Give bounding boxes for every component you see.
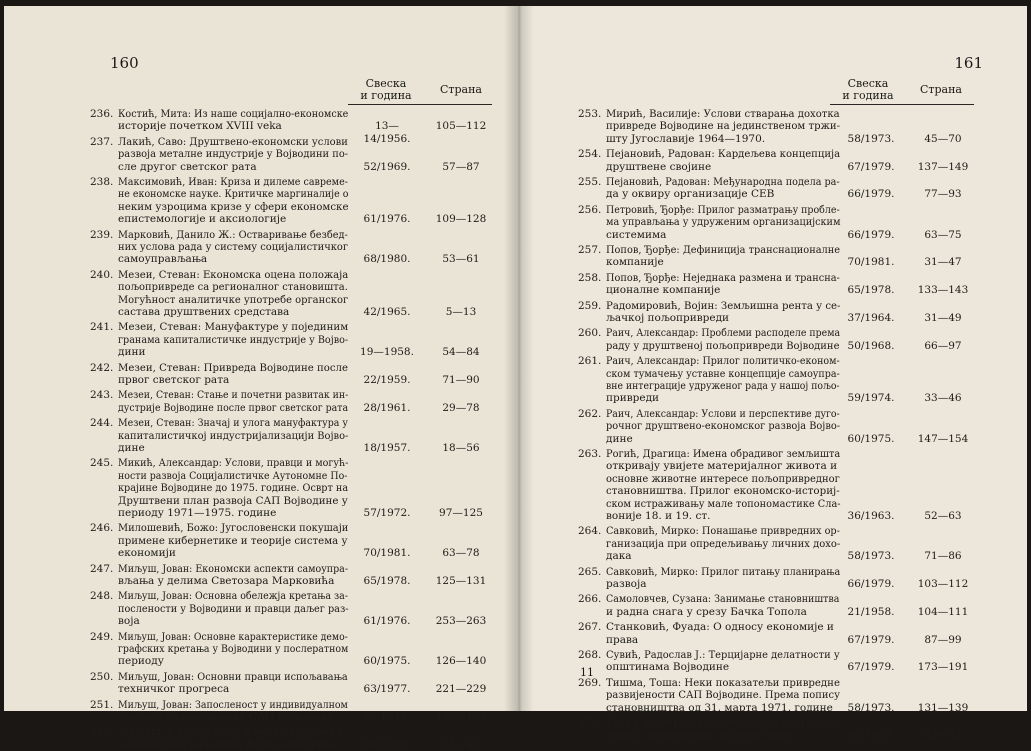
entry-volume-year: 60/1975. (363, 655, 411, 668)
entry-line: Миљуш, Јован: Основни правци испољавања (118, 670, 348, 683)
entry-pages: 31—49 (924, 311, 962, 324)
entry-pages: 125—131 (435, 574, 487, 587)
left-page (4, 6, 516, 751)
entry-line: системима (606, 228, 667, 241)
entry-line: друштвене својине (606, 160, 712, 173)
entry-line: послености у Војводини и правци даљег раз- (118, 602, 349, 615)
entry-volume-year: 68/1980. (847, 729, 895, 742)
entry-line: Костић, Мита: Из наше социјално-економске (118, 108, 349, 120)
entry-volume-year: 65/1978. (363, 574, 411, 587)
entry-text (606, 525, 840, 562)
footer-number: 11 (580, 666, 594, 679)
entry-number: 264. (578, 525, 602, 538)
entry-line: самоуправљања (118, 253, 208, 266)
entry-number: 253. (578, 108, 602, 120)
entry-line: них услова рада у систему социјалистичког (118, 241, 349, 253)
bibliography-entry (578, 525, 998, 562)
bibliography-entry (90, 136, 490, 173)
entry-line: првог светског рата (118, 374, 230, 386)
entry-volume-year: 13—14/1956. (363, 120, 411, 145)
header-godina-label: и година (360, 89, 412, 102)
entry-pages: 109—128 (435, 213, 487, 226)
entry-line: Попов, Ђорђе: Неједнака размена и трансна- (606, 271, 840, 284)
entry-number: 252. (90, 726, 114, 739)
entry-volume-year: 28/1961. (363, 401, 411, 414)
entry-volume-year: 18/1957. (363, 441, 411, 454)
entry-volume-year: 67/1979. (847, 661, 895, 674)
entry-line: епистемологије и аксиологије (118, 213, 287, 226)
entry-line: Микић, Александар: Услови, правци и могућ- (118, 457, 349, 470)
bibliography-entry (90, 590, 490, 627)
column-header-strana: Страна (920, 83, 962, 96)
entry-pages: 57—87 (442, 160, 480, 173)
entry-line: гранама капиталистичке индустрије у Војво- (118, 333, 349, 346)
entry-text (118, 699, 348, 724)
entry-line: привреде Војводине на јединственом тржи- (606, 120, 841, 133)
entry-volume-year: 66/1979. (363, 738, 411, 751)
bibliography-entry (90, 726, 490, 751)
entry-volume-year: 63/1977. (363, 683, 411, 696)
bibliography-entry (578, 566, 998, 591)
entry-text (118, 362, 348, 387)
entry-text (606, 408, 840, 445)
entry-line: Рогић, Драгица: Имена обрадивог земљишта (606, 448, 841, 460)
bibliography-entry (578, 272, 998, 297)
entry-text (118, 417, 348, 454)
entry-line: ганизација при опредељивању личних дохо- (606, 537, 841, 550)
entry-text (118, 136, 348, 173)
entry-line: Миљуш, Јован: Основна обележја кретања за- (118, 590, 348, 603)
entry-line: Савковић, Мирко: Понашање привредних ор- (606, 525, 840, 538)
entry-volume-year: 19—1958. (360, 346, 414, 359)
entry-line: Раич, Александар: Прилог политичко-економ- (606, 355, 840, 368)
entry-line: развијености САП Војводине. Према попису (606, 689, 840, 702)
entry-pages: 63—75 (924, 228, 962, 241)
entry-line: Мезеи, Стеван: Економска оцена положаја (118, 268, 349, 281)
entry-line: Марковић, Данило Ж.: Остваривање безбед- (118, 228, 348, 241)
entry-line: дине (118, 442, 145, 454)
entry-volume-year: 68/1980. (363, 253, 411, 266)
entry-line: основне животне интересе пољопривредног (606, 472, 840, 485)
entry-line: дака (606, 550, 632, 563)
entry-number: 268. (578, 649, 602, 661)
entry-number: 260. (578, 327, 602, 340)
entry-number: 243. (90, 389, 114, 402)
entry-number: 265. (578, 565, 602, 578)
entry-line: Мезеи, Стеван: Мануфактуре у појединим (118, 321, 349, 334)
entry-text (118, 321, 348, 358)
bibliography-entry (90, 457, 490, 519)
entry-text (606, 717, 840, 742)
bibliography-entry (90, 321, 490, 358)
entry-line: дустрије Војводине после првог светског рата (118, 401, 349, 414)
entry-line: рочног друштвено-економског развоја Војво- (606, 420, 841, 433)
entry-line: Мезеи, Стеван: Значај и улога мануфактура у (118, 417, 348, 430)
column-header-sveska (833, 78, 903, 102)
entry-number: 259. (578, 299, 602, 312)
entry-line: Тишма, Тоша: Неки показатељи привредне (606, 676, 840, 689)
entry-pages: 126—140 (435, 655, 487, 668)
entry-pages: 33—46 (924, 392, 962, 405)
entry-line: не економске науке. Критичке маргиналије о (118, 188, 349, 201)
entry-pages: 104—111 (917, 605, 969, 618)
entry-line: дини (118, 346, 146, 359)
entry-text (606, 327, 840, 352)
bibliography-entry (578, 148, 998, 173)
entry-pages: 52—63 (924, 510, 962, 522)
entry-number: 266. (578, 593, 602, 606)
entry-pages: 45—70 (924, 132, 962, 145)
entry-pages: 133—143 (917, 284, 969, 297)
entry-line: економији (118, 547, 176, 560)
entry-number: 263. (578, 448, 602, 460)
entry-volume-year: 60/1975. (847, 432, 895, 445)
entry-pages: 71—90 (442, 373, 480, 386)
bibliography-entry (90, 269, 490, 319)
entry-pages: 97—125 (439, 506, 483, 519)
entry-text (606, 108, 840, 145)
entry-line: Станковић, Фуада: О односу економије и (606, 621, 834, 634)
entry-volume-year: 58/1973. (847, 550, 895, 563)
header-sveska-label: Свеска (365, 77, 407, 90)
entry-line: неким узроцима кризе у сфери економске (118, 200, 349, 213)
entry-line: ма управљања у удруженим организацијским (606, 216, 841, 229)
entry-volume-year: 65/1978. (847, 284, 895, 297)
entry-line: Раич, Александар: Услови и перспективе дуго- (606, 407, 840, 420)
entry-number: 245. (90, 457, 114, 470)
bibliography-entry (578, 204, 998, 241)
bibliography-entry (578, 355, 998, 405)
bibliography-entry (578, 448, 998, 522)
entry-line: општинама Војводине (606, 661, 730, 674)
entry-volume-year: 66/1979. (847, 228, 895, 241)
entry-text (606, 272, 840, 297)
entry-text (606, 300, 840, 325)
entry-line: и радна снага у срезу Бачка Топола (606, 605, 807, 618)
column-header-sveska (351, 78, 421, 102)
entry-pages: 87—99 (924, 633, 962, 646)
entry-number: 238. (90, 176, 114, 188)
bibliography-entry (578, 176, 998, 201)
entry-number: 269. (578, 676, 602, 689)
entry-text (606, 649, 840, 674)
entry-line: економским радовима Бориса Кидрича (118, 738, 338, 751)
entry-text (118, 389, 348, 414)
entry-text (606, 621, 840, 646)
entry-line: капиталистичкој индустријализацији Војво- (118, 429, 349, 442)
bibliography-entry (90, 417, 490, 454)
entry-volume-year: 66/1979. (847, 188, 895, 201)
entry-line: права (606, 633, 639, 646)
bibliography-entry (578, 593, 998, 618)
entry-number: 241. (90, 321, 114, 334)
entry-line: Лакић, Саво: Друштвено-економски услови (118, 135, 348, 148)
entry-pages: 63—78 (442, 547, 480, 560)
entry-volume-year: 50/1968. (847, 339, 895, 352)
entry-volume-year: 59/1974. (847, 392, 895, 405)
entry-volume-year: 58/1973. (847, 132, 895, 145)
entry-number: 270. (578, 717, 602, 729)
entry-number: 239. (90, 228, 114, 241)
entry-line: техничког прогреса (118, 683, 230, 696)
entry-line: Петровић, Ђорђе: Прилог разматрању пробле- (606, 203, 840, 216)
entry-line: Миљуш, Јован: Економски аспекти самоупра- (118, 562, 349, 575)
entry-pages: 147—154 (917, 432, 969, 445)
entry-line: Мезеи, Стеван: Привреда Војводине после (118, 361, 348, 374)
entry-text (118, 671, 348, 696)
entry-line: Радомировић, Војин: Земљишна рента у се- (606, 299, 841, 312)
entry-pages: 221—229 (435, 683, 487, 696)
entry-line: привреди (606, 392, 660, 405)
entry-line: Могућност аналитичке употребе органског (118, 293, 349, 306)
right-page (516, 6, 1027, 742)
page-number: 161 (954, 54, 983, 72)
entry-volume-year: 52/1969. (363, 160, 411, 173)
entry-text (118, 631, 348, 668)
bibliography-entry (90, 522, 490, 559)
entry-line: рада у друштвеном делатностима (606, 729, 795, 742)
entry-pages: 5—13 (445, 305, 477, 318)
entry-line: Милошевић, Божо: Југословенски покушаји (118, 522, 349, 535)
entry-text (606, 355, 840, 405)
entry-text (606, 566, 840, 591)
entry-number: 240. (90, 268, 114, 281)
entry-pages: 31—47 (924, 256, 962, 269)
entry-text (118, 176, 348, 226)
bibliography-entry (578, 108, 998, 145)
entry-number: 246. (90, 522, 114, 535)
entry-number: 262. (578, 407, 602, 420)
entry-volume-year: 70/1981. (847, 256, 895, 269)
entry-line: дине (606, 432, 633, 445)
entry-number: 248. (90, 590, 114, 603)
entry-number: 258. (578, 271, 602, 284)
entry-text (606, 677, 840, 714)
entry-volume-year: 70/1981. (363, 547, 411, 560)
entry-number: 256. (578, 203, 602, 216)
header-rule (830, 104, 974, 105)
entry-line: да у оквиру организације СЕВ (606, 188, 775, 201)
page-number: 160 (110, 54, 139, 72)
entry-text (118, 457, 348, 519)
entry-text (606, 148, 840, 173)
entry-line: љачкој пољопривреди (606, 312, 730, 324)
entry-line: Тркља, Миливоје: Самоуправно организовање (606, 717, 840, 729)
entry-line: сле другог светског рата (118, 160, 257, 173)
entry-line: пољопривреде са регионалног становишта. (118, 281, 348, 294)
entry-line: примене кибернетике и теорије система у (118, 534, 348, 547)
bibliography-entry (578, 327, 998, 352)
entry-line: ском тумачењу уставне концепције самоупра- (606, 367, 840, 380)
entry-text (118, 108, 348, 133)
entry-pages: 66—97 (924, 339, 962, 352)
entry-line: ности развоја Социјалистичке Аутономне По- (118, 469, 348, 482)
entry-volume-year: 36/1963. (847, 510, 895, 522)
entry-line: развоја металне индустрије у Војводини по- (118, 148, 349, 161)
entry-line: Пејановић, Радован: Кардељева концепција (606, 148, 841, 161)
entry-text (606, 204, 840, 241)
entry-line: развоја (606, 578, 647, 590)
entry-pages: 137—149 (917, 160, 969, 173)
bibliography-entry (578, 677, 998, 714)
entry-text (118, 590, 348, 627)
entry-number: 236. (90, 108, 114, 120)
entry-line: Мезеи, Стеван: Стање и почетни развитак ин- (118, 389, 349, 402)
entry-line: ском истраживању мале топономастике Сла- (606, 497, 841, 510)
entry-line: Мирић, Василије: Услови стварања дохотка (606, 108, 840, 120)
bibliography-entry (578, 717, 998, 742)
bibliography-entry (578, 408, 998, 445)
entry-volume-year: 58/1973. (847, 701, 895, 714)
bibliography-entry (90, 631, 490, 668)
bibliography-entry (578, 244, 998, 269)
entry-line: сектору пољопривреде САП Војводине (118, 711, 334, 723)
entry-line: Миљуш, Јован: Запосленост у индивидуалном (118, 698, 348, 711)
entry-number: 261. (578, 355, 602, 368)
entry-number: 247. (90, 562, 114, 575)
entry-volume-year: 22/1959. (363, 373, 411, 386)
entry-pages: 35—43 (442, 738, 480, 751)
entry-pages: 77—93 (924, 188, 962, 201)
entry-text (606, 176, 840, 201)
entry-line: ционалне компаније (606, 284, 721, 297)
entry-pages: 105—112 (435, 120, 487, 133)
entry-line: компаније (606, 256, 664, 269)
bibliography-entry (90, 563, 490, 588)
entry-line: Самоловчев, Сузана: Занимање становништва (606, 593, 840, 606)
bibliography-entry (90, 362, 490, 387)
entry-volume-year: 61/1976. (363, 213, 411, 226)
entry-line: Друштвени план развоја САП Војводине у (118, 494, 348, 507)
entry-text (118, 726, 348, 751)
entry-line: воја (118, 615, 140, 628)
entry-number: 267. (578, 621, 602, 634)
entry-line: Раич, Александар: Проблеми расподеле према (606, 327, 841, 340)
entry-number: 237. (90, 135, 114, 148)
entry-volume-year: 37/1964. (847, 311, 895, 324)
entry-volume-year: 42/1965. (363, 305, 411, 318)
entry-text (606, 448, 840, 522)
entry-line: Пејановић, Радован: Међународна подела ра- (606, 176, 840, 188)
entry-line: шту Југославије 1964—1970. (606, 132, 766, 145)
bibliography-entry (90, 699, 490, 724)
entry-volume-year: 57/1972. (363, 506, 411, 519)
entry-text (118, 522, 348, 559)
entry-text (606, 244, 840, 269)
entry-line: Савковић, Мирко: Прилог питању планирања (606, 565, 841, 578)
entry-line: Миљуш, Јован: Основне карактеристике демо- (118, 630, 348, 643)
bibliography-entry (578, 621, 998, 646)
entry-line: крајине Војводине до 1975. године. Осврт на (118, 482, 349, 495)
header-sveska-label: Свеска (847, 77, 889, 90)
bibliography-entry (90, 176, 490, 226)
bibliography-entry (578, 649, 998, 674)
bibliography-entry (90, 229, 490, 266)
entry-pages: 29—78 (442, 401, 480, 414)
entry-line: вне интеграције удруженог рада у нашој пољо- (606, 380, 840, 392)
entry-text (118, 269, 348, 319)
entry-line: историје почетком XVIII veka (118, 120, 282, 133)
entry-volume-year: 67/1979. (847, 160, 895, 173)
entry-line: састава друштвених средстава (118, 306, 290, 319)
entry-pages: 53—61 (442, 253, 480, 266)
entry-pages: 253—263 (435, 615, 487, 628)
entry-number: 242. (90, 361, 114, 374)
entry-number: 254. (578, 148, 602, 161)
entry-line: Сувић, Радослав Ј.: Терцијарне делатности у (606, 649, 840, 661)
entry-volume-year: 62/1977. (363, 710, 411, 723)
entry-line: периоду (118, 655, 164, 668)
entry-pages: 54—84 (442, 346, 480, 359)
entry-volume-year: 67/1979. (847, 633, 895, 646)
entry-line: Максимовић, Иван: Криза и дилеме савреме- (118, 176, 348, 188)
header-rule (348, 104, 492, 105)
entry-line: Миљуш, Јован: Значај и место кадрова у (118, 726, 344, 739)
entry-line: воније 18. и 19. ст. (606, 510, 711, 523)
entry-pages: 187—197 (435, 710, 487, 723)
entry-text (118, 563, 348, 588)
entry-pages: 173—191 (917, 661, 969, 674)
header-godina-label: и година (842, 89, 894, 102)
entry-volume-year: 21/1958. (847, 605, 895, 618)
entry-pages: 131—139 (917, 701, 969, 714)
entry-number: 257. (578, 244, 602, 256)
book-spread (4, 6, 1027, 751)
entry-pages: 43—52 (924, 729, 962, 742)
column-header-strana: Страна (440, 83, 482, 96)
entry-number: 255. (578, 176, 602, 188)
entry-text (118, 229, 348, 266)
entry-pages: 18—56 (442, 441, 480, 454)
entry-volume-year: 66/1979. (847, 577, 895, 590)
entry-volume-year: 61/1976. (363, 615, 411, 628)
entry-line: Попов, Ђорђе: Дефиниција транснационалне (606, 244, 841, 256)
bibliography-entry (578, 300, 998, 325)
entry-number: 249. (90, 630, 114, 643)
entry-number: 251. (90, 698, 114, 711)
entry-line: графских кретања у Војводини у послератном (118, 643, 349, 655)
bibliography-entry (90, 389, 490, 414)
entry-number: 244. (90, 417, 114, 430)
entry-number: 250. (90, 670, 114, 683)
entry-text (606, 593, 840, 618)
entry-line: становништва. Прилог економско-историј- (606, 485, 840, 498)
entry-line: откривају увијете материјалног живота и (606, 460, 838, 473)
entry-line: становништва од 31. марта 1971. године (606, 701, 833, 714)
entry-pages: 71—86 (924, 550, 962, 563)
entry-pages: 103—112 (917, 577, 969, 590)
entry-line: раду у друштвеној пољопривреди Војводине (606, 339, 840, 352)
entry-line: вљања у делима Светозара Марковића (118, 575, 335, 587)
bibliography-entry (90, 671, 490, 696)
entry-line: периоду 1971—1975. године (118, 507, 277, 520)
